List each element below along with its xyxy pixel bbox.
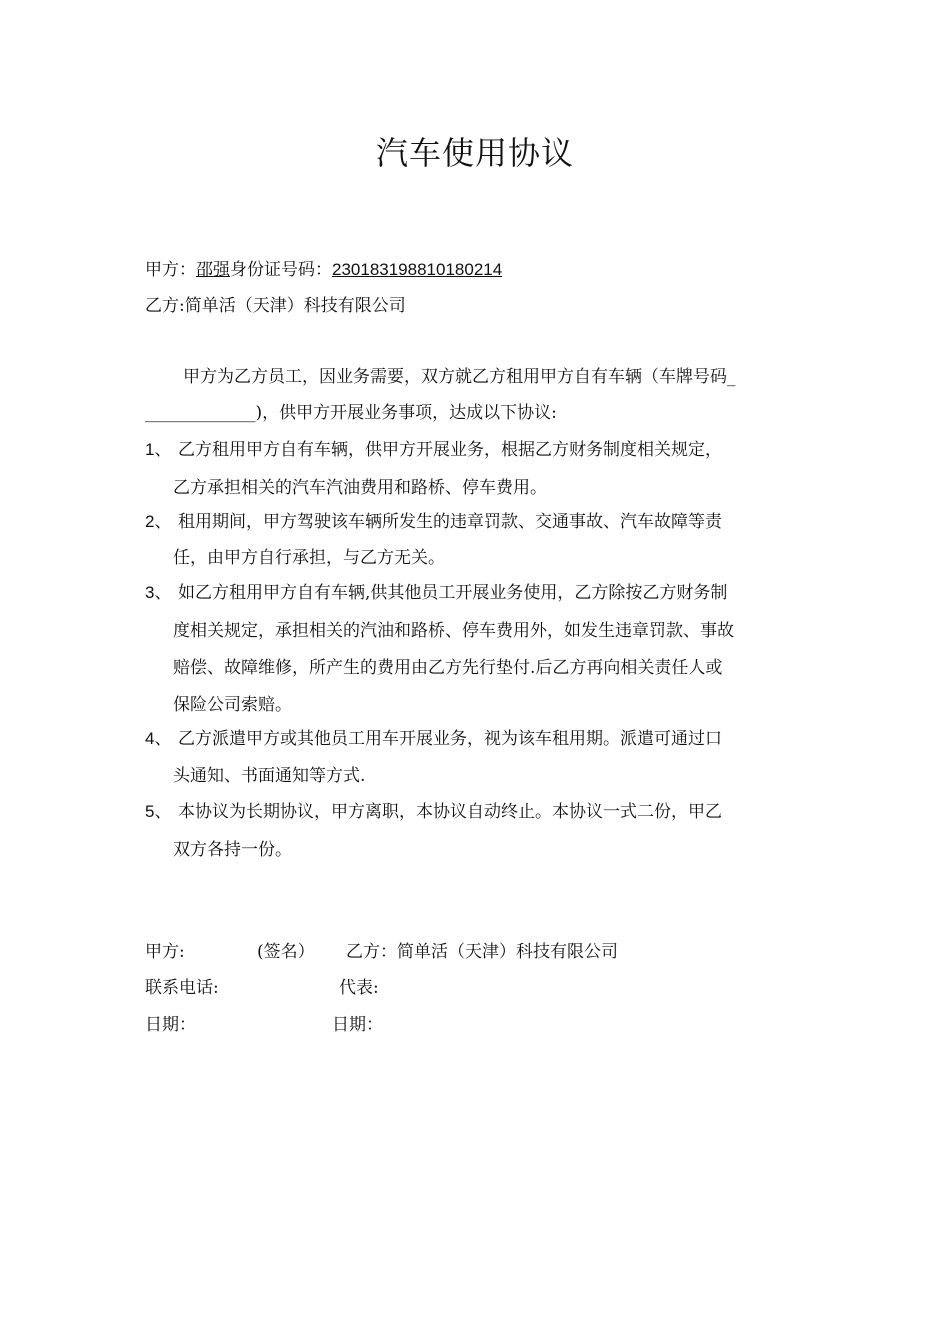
clause-2-line-1: 租用期间，甲方驾驶该车辆所发生的违章罚款、交通事故、汽车故障等责 (178, 512, 722, 532)
clause-5-line-2: 双方各持一份。 (173, 840, 292, 860)
clause-4-number: 4、 (145, 729, 172, 748)
clause-3-line-3: 赔偿、故障维修，所产生的费用由乙方先行垫付.后乙方再向相关责任人或 (173, 658, 723, 678)
clause-1-number: 1、 (145, 440, 172, 459)
clause-4-line-1: 乙方派遣甲方或其他员工用车开展业务，视为该车租用期。派遣可通过口 (178, 729, 722, 749)
party-a-label: 甲方： (145, 260, 196, 280)
clause-5-line-1: 本协议为长期协议，甲方离职，本协议自动终止。本协议一式二份，甲乙 (178, 802, 722, 822)
party-a-name: 邵强 (196, 260, 230, 280)
clause-5-number: 5、 (145, 802, 172, 821)
party-a-id-label: 身份证号码： (230, 260, 332, 280)
clause-2-number: 2、 (145, 512, 172, 531)
party-b-name: 简单活（天津）科技有限公司 (184, 296, 406, 316)
sig-party-b-label: 乙方：简单活（天津）科技有限公司 (346, 942, 618, 962)
sig-party-a-label: 甲方: (145, 942, 185, 962)
clause-2-line-2: 任，由甲方自行承担，与乙方无关。 (173, 548, 445, 568)
sig-phone-label: 联系电话: (145, 978, 219, 998)
intro-line-2: _____________)，供甲方开展业务事项，达成以下协议: (145, 403, 557, 423)
party-b-line (145, 295, 406, 317)
clause-3-line-4: 保险公司索赔。 (173, 695, 292, 715)
clause-3-line-2: 度相关规定，承担相关的汽油和路桥、停车费用外，如发生违章罚款、事故 (173, 621, 734, 641)
sig-date-a-label: 日期： (145, 1015, 196, 1035)
sig-rep-label: 代表: (339, 978, 379, 998)
clause-3-line-1: 如乙方租用甲方自有车辆,供其他员工开展业务使用，乙方除按乙方财务制 (178, 583, 728, 603)
document-title: 汽车使用协议 (375, 134, 574, 172)
clause-3-number: 3、 (145, 583, 172, 602)
intro-line-1: 甲方为乙方员工，因业务需要，双方就乙方租用甲方自有车辆（车牌号码_ (183, 367, 736, 387)
sig-date-b-label: 日期： (332, 1015, 383, 1035)
party-a-line (145, 259, 502, 281)
clause-1-line-2: 乙方承担相关的汽车汽油费用和路桥、停车费用。 (173, 478, 547, 498)
party-b-label: 乙方: (145, 296, 185, 316)
clause-4-line-2: 头通知、书面通知等方式. (173, 766, 366, 786)
clause-1-line-1: 乙方租用甲方自有车辆，供甲方开展业务，根据乙方财务制度相关规定， (178, 440, 722, 460)
party-a-id-number: 230183198810180214 (332, 260, 503, 279)
sig-sign-label: (签名） (257, 942, 315, 962)
